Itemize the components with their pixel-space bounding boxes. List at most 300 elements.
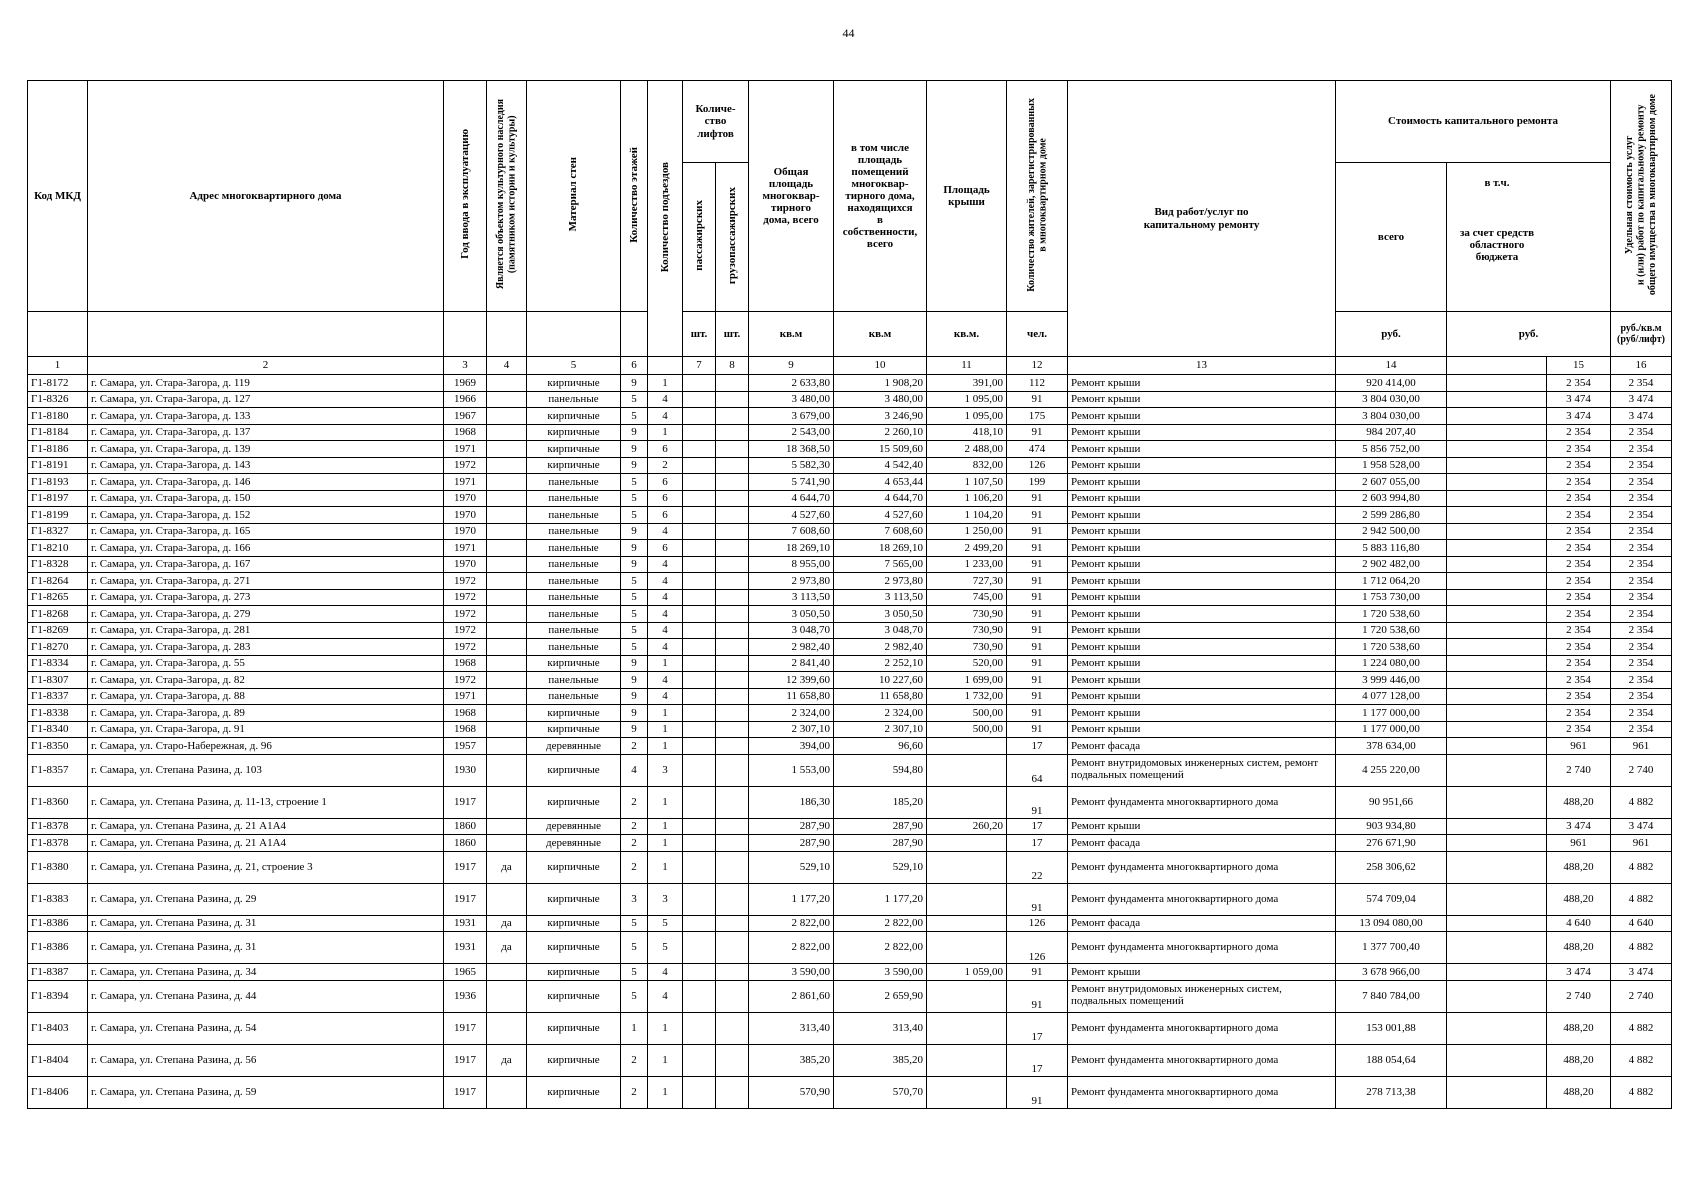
table-row bbox=[28, 915, 1672, 932]
cell-total-area: 2 822,00 bbox=[749, 932, 834, 964]
table-row bbox=[28, 474, 1672, 491]
cell-heritage: да bbox=[487, 915, 527, 932]
cell-code: Г1-8350 bbox=[28, 738, 88, 755]
cell-code: Г1-8199 bbox=[28, 507, 88, 524]
cell-year: 1968 bbox=[444, 705, 487, 722]
cell-limit: 2 354 bbox=[1611, 721, 1672, 738]
cell-address: г. Самара, ул. Стара-Загора, д. 127 bbox=[88, 391, 444, 408]
cell-total-area: 394,00 bbox=[749, 738, 834, 755]
cell-floors: 5 bbox=[621, 622, 648, 639]
cell-heritage bbox=[487, 738, 527, 755]
cell-year: 1968 bbox=[444, 721, 487, 738]
cell-lifts-p bbox=[683, 457, 716, 474]
column-number: 3 bbox=[444, 357, 487, 375]
capital-repair-table bbox=[27, 80, 1672, 1109]
cell-owned-area: 1 908,20 bbox=[834, 375, 927, 392]
cell-residents: 126 bbox=[1007, 457, 1068, 474]
cell-floors: 5 bbox=[621, 474, 648, 491]
cell-material: кирпичные bbox=[527, 457, 621, 474]
cell-address: г. Самара, ул. Степана Разина, д. 31 bbox=[88, 915, 444, 932]
cell-lifts-c bbox=[716, 1012, 749, 1044]
cell-lifts-c bbox=[716, 408, 749, 425]
cell-regional bbox=[1447, 754, 1547, 786]
cell-limit: 961 bbox=[1611, 835, 1672, 852]
cell-limit: 4 882 bbox=[1611, 1076, 1672, 1108]
cell-lifts-p bbox=[683, 523, 716, 540]
cell-work: Ремонт крыши bbox=[1068, 721, 1336, 738]
cell-total-area: 3 050,50 bbox=[749, 606, 834, 623]
cell-limit: 2 740 bbox=[1611, 754, 1672, 786]
unit-sqm-3: кв.м. bbox=[927, 312, 1007, 357]
cell-material: панельные bbox=[527, 556, 621, 573]
cell-lifts-p bbox=[683, 589, 716, 606]
cell-regional bbox=[1447, 851, 1547, 883]
cell-regional bbox=[1447, 883, 1547, 915]
cell-regional bbox=[1447, 964, 1547, 981]
cell-address: г. Самара, ул. Стара-Загора, д. 273 bbox=[88, 589, 444, 606]
cell-regional bbox=[1447, 490, 1547, 507]
cell-total-area: 3 113,50 bbox=[749, 589, 834, 606]
cell-unit: 2 354 bbox=[1547, 589, 1611, 606]
cell-work: Ремонт крыши bbox=[1068, 474, 1336, 491]
cell-lifts-c bbox=[716, 441, 749, 458]
cell-floors: 9 bbox=[621, 375, 648, 392]
cell-entrances: 4 bbox=[648, 964, 683, 981]
cell-lifts-p bbox=[683, 474, 716, 491]
cell-material: панельные bbox=[527, 474, 621, 491]
cell-lifts-p bbox=[683, 1076, 716, 1108]
cell-cost: 1 224 080,00 bbox=[1336, 655, 1447, 672]
cell-regional bbox=[1447, 556, 1547, 573]
table-row bbox=[28, 1012, 1672, 1044]
cell-address: г. Самара, ул. Стара-Загора, д. 133 bbox=[88, 408, 444, 425]
cell-material: панельные bbox=[527, 507, 621, 524]
cell-lifts-c bbox=[716, 672, 749, 689]
cell-cost: 2 942 500,00 bbox=[1336, 523, 1447, 540]
cell-cost: 1 958 528,00 bbox=[1336, 457, 1447, 474]
cell-roof-area bbox=[927, 1044, 1007, 1076]
cell-residents: 91 bbox=[1007, 424, 1068, 441]
cell-owned-area: 4 644,70 bbox=[834, 490, 927, 507]
cell-heritage bbox=[487, 688, 527, 705]
cell-code: Г1-8264 bbox=[28, 573, 88, 590]
cell-owned-area: 3 113,50 bbox=[834, 589, 927, 606]
cell-year: 1971 bbox=[444, 441, 487, 458]
column-number: 8 bbox=[716, 357, 749, 375]
cell-regional bbox=[1447, 639, 1547, 656]
cell-year: 1971 bbox=[444, 540, 487, 557]
cell-owned-area: 2 252,10 bbox=[834, 655, 927, 672]
cell-entrances: 4 bbox=[648, 606, 683, 623]
cell-roof-area bbox=[927, 835, 1007, 852]
cell-unit: 3 474 bbox=[1547, 818, 1611, 835]
cell-lifts-c bbox=[716, 523, 749, 540]
unit-people: чел. bbox=[1007, 312, 1068, 357]
cell-regional bbox=[1447, 980, 1547, 1012]
cell-cost: 984 207,40 bbox=[1336, 424, 1447, 441]
column-number: 2 bbox=[88, 357, 444, 375]
cell-material: кирпичные bbox=[527, 721, 621, 738]
cell-owned-area: 2 260,10 bbox=[834, 424, 927, 441]
cell-unit: 2 354 bbox=[1547, 573, 1611, 590]
cell-total-area: 529,10 bbox=[749, 851, 834, 883]
cell-owned-area: 2 822,00 bbox=[834, 915, 927, 932]
cell-code: Г1-8270 bbox=[28, 639, 88, 656]
cell-regional bbox=[1447, 507, 1547, 524]
cell-unit: 2 354 bbox=[1547, 540, 1611, 557]
cell-heritage bbox=[487, 818, 527, 835]
cell-roof-area: 1 732,00 bbox=[927, 688, 1007, 705]
cell-roof-area: 500,00 bbox=[927, 721, 1007, 738]
cell-cost: 3 804 030,00 bbox=[1336, 408, 1447, 425]
cell-floors: 5 bbox=[621, 964, 648, 981]
cell-floors: 9 bbox=[621, 441, 648, 458]
cell-cost: 90 951,66 bbox=[1336, 786, 1447, 818]
page-number: 44 bbox=[842, 26, 855, 40]
cell-year: 1931 bbox=[444, 932, 487, 964]
cell-lifts-p bbox=[683, 721, 716, 738]
cell-lifts-c bbox=[716, 705, 749, 722]
cell-total-area: 287,90 bbox=[749, 818, 834, 835]
cell-lifts-c bbox=[716, 490, 749, 507]
cell-heritage bbox=[487, 606, 527, 623]
cell-limit: 4 882 bbox=[1611, 932, 1672, 964]
table-row bbox=[28, 835, 1672, 852]
cell-material: кирпичные bbox=[527, 705, 621, 722]
cell-address: г. Самара, ул. Степана Разина, д. 29 bbox=[88, 883, 444, 915]
cell-roof-area: 2 488,00 bbox=[927, 441, 1007, 458]
cell-heritage bbox=[487, 980, 527, 1012]
cell-residents: 91 bbox=[1007, 786, 1068, 818]
cell-heritage bbox=[487, 424, 527, 441]
cell-lifts-c bbox=[716, 932, 749, 964]
cell-entrances: 2 bbox=[648, 457, 683, 474]
cell-total-area: 385,20 bbox=[749, 1044, 834, 1076]
cell-work: Ремонт крыши bbox=[1068, 523, 1336, 540]
table-row bbox=[28, 507, 1672, 524]
cell-lifts-p bbox=[683, 835, 716, 852]
cell-lifts-c bbox=[716, 1076, 749, 1108]
cell-heritage bbox=[487, 622, 527, 639]
cell-total-area: 3 590,00 bbox=[749, 964, 834, 981]
cell-roof-area: 727,30 bbox=[927, 573, 1007, 590]
table-row bbox=[28, 606, 1672, 623]
cell-material: кирпичные bbox=[527, 1012, 621, 1044]
cell-code: Г1-8394 bbox=[28, 980, 88, 1012]
cell-regional bbox=[1447, 705, 1547, 722]
column-number: 16 bbox=[1611, 357, 1672, 375]
cell-limit: 2 354 bbox=[1611, 589, 1672, 606]
cell-material: панельные bbox=[527, 490, 621, 507]
cell-owned-area: 3 590,00 bbox=[834, 964, 927, 981]
cell-lifts-p bbox=[683, 980, 716, 1012]
cell-total-area: 5 741,90 bbox=[749, 474, 834, 491]
cell-total-area: 313,40 bbox=[749, 1012, 834, 1044]
cell-roof-area bbox=[927, 786, 1007, 818]
cell-floors: 2 bbox=[621, 786, 648, 818]
table-row bbox=[28, 408, 1672, 425]
cell-material: кирпичные bbox=[527, 964, 621, 981]
cell-material: кирпичные bbox=[527, 754, 621, 786]
cell-cost: 153 001,88 bbox=[1336, 1012, 1447, 1044]
cell-heritage: да bbox=[487, 932, 527, 964]
cell-year: 1972 bbox=[444, 622, 487, 639]
cell-work: Ремонт крыши bbox=[1068, 457, 1336, 474]
cell-roof-area: 2 499,20 bbox=[927, 540, 1007, 557]
cell-total-area: 4 527,60 bbox=[749, 507, 834, 524]
cell-unit: 488,20 bbox=[1547, 851, 1611, 883]
cell-cost: 903 934,80 bbox=[1336, 818, 1447, 835]
cell-floors: 9 bbox=[621, 705, 648, 722]
cell-unit: 2 354 bbox=[1547, 639, 1611, 656]
cell-material: панельные bbox=[527, 672, 621, 689]
cell-roof-area bbox=[927, 1012, 1007, 1044]
cell-regional bbox=[1447, 1076, 1547, 1108]
cell-heritage bbox=[487, 1012, 527, 1044]
cell-year: 1966 bbox=[444, 391, 487, 408]
cell-material: кирпичные bbox=[527, 441, 621, 458]
cell-owned-area: 313,40 bbox=[834, 1012, 927, 1044]
cell-unit: 488,20 bbox=[1547, 1076, 1611, 1108]
cell-lifts-p bbox=[683, 688, 716, 705]
cell-entrances: 1 bbox=[648, 786, 683, 818]
cell-code: Г1-8191 bbox=[28, 457, 88, 474]
cell-address: г. Самара, ул. Стара-Загора, д. 167 bbox=[88, 556, 444, 573]
cell-cost: 1 720 538,60 bbox=[1336, 639, 1447, 656]
cell-unit: 488,20 bbox=[1547, 932, 1611, 964]
cell-regional bbox=[1447, 721, 1547, 738]
unit-sqm-2: кв.м bbox=[834, 312, 927, 357]
cell-floors: 9 bbox=[621, 672, 648, 689]
unit-pcs-1: шт. bbox=[683, 312, 716, 357]
cell-address: г. Самара, ул. Стара-Загора, д. 283 bbox=[88, 639, 444, 656]
column-number: 10 bbox=[834, 357, 927, 375]
cell-lifts-c bbox=[716, 851, 749, 883]
unit-rub-sqm-1: руб./кв.м (руб/лифт) bbox=[1611, 312, 1672, 357]
header-heritage: Является объектом культурного наследия (памятником истории и культуры) bbox=[495, 99, 518, 290]
cell-lifts-c bbox=[716, 540, 749, 557]
cell-regional bbox=[1447, 573, 1547, 590]
cell-heritage bbox=[487, 556, 527, 573]
cell-floors: 5 bbox=[621, 915, 648, 932]
cell-unit: 2 354 bbox=[1547, 721, 1611, 738]
cell-material: панельные bbox=[527, 622, 621, 639]
cell-lifts-c bbox=[716, 980, 749, 1012]
cell-roof-area bbox=[927, 932, 1007, 964]
cell-heritage bbox=[487, 375, 527, 392]
cell-heritage: да bbox=[487, 1044, 527, 1076]
cell-material: панельные bbox=[527, 523, 621, 540]
cell-cost: 1 177 000,00 bbox=[1336, 705, 1447, 722]
cell-code: Г1-8197 bbox=[28, 490, 88, 507]
cell-cost: 7 840 784,00 bbox=[1336, 980, 1447, 1012]
cell-lifts-p bbox=[683, 932, 716, 964]
cell-lifts-c bbox=[716, 754, 749, 786]
cell-roof-area: 500,00 bbox=[927, 705, 1007, 722]
cell-total-area: 2 973,80 bbox=[749, 573, 834, 590]
cell-code: Г1-8406 bbox=[28, 1076, 88, 1108]
cell-floors: 5 bbox=[621, 408, 648, 425]
cell-cost: 188 054,64 bbox=[1336, 1044, 1447, 1076]
cell-lifts-c bbox=[716, 835, 749, 852]
cell-owned-area: 3 480,00 bbox=[834, 391, 927, 408]
cell-roof-area bbox=[927, 915, 1007, 932]
cell-regional bbox=[1447, 589, 1547, 606]
cell-limit: 4 882 bbox=[1611, 786, 1672, 818]
cell-year: 1972 bbox=[444, 573, 487, 590]
cell-limit: 2 354 bbox=[1611, 375, 1672, 392]
cell-regional bbox=[1447, 523, 1547, 540]
cell-owned-area: 570,70 bbox=[834, 1076, 927, 1108]
cell-owned-area: 7 565,00 bbox=[834, 556, 927, 573]
cell-work: Ремонт крыши bbox=[1068, 507, 1336, 524]
cell-lifts-c bbox=[716, 915, 749, 932]
cell-owned-area: 287,90 bbox=[834, 818, 927, 835]
cell-entrances: 1 bbox=[648, 818, 683, 835]
cell-cost: 4 255 220,00 bbox=[1336, 754, 1447, 786]
cell-lifts-p bbox=[683, 915, 716, 932]
table-row bbox=[28, 883, 1672, 915]
cell-residents: 91 bbox=[1007, 705, 1068, 722]
cell-address: г. Самара, ул. Стара-Загора, д. 279 bbox=[88, 606, 444, 623]
cell-cost: 2 603 994,80 bbox=[1336, 490, 1447, 507]
cell-roof-area: 730,90 bbox=[927, 639, 1007, 656]
cell-regional bbox=[1447, 457, 1547, 474]
cell-residents: 64 bbox=[1007, 754, 1068, 786]
cell-roof-area: 832,00 bbox=[927, 457, 1007, 474]
cell-address: г. Самара, ул. Степана Разина, д. 11-13, строение 1 bbox=[88, 786, 444, 818]
table-row bbox=[28, 932, 1672, 964]
cell-material: деревянные bbox=[527, 835, 621, 852]
cell-code: Г1-8386 bbox=[28, 932, 88, 964]
table-row bbox=[28, 1044, 1672, 1076]
header-cost-regional: за счет средств областного бюджета bbox=[1459, 227, 1535, 264]
cell-lifts-c bbox=[716, 818, 749, 835]
cell-lifts-p bbox=[683, 375, 716, 392]
cell-residents: 126 bbox=[1007, 915, 1068, 932]
cell-year: 1972 bbox=[444, 457, 487, 474]
cell-floors: 5 bbox=[621, 980, 648, 1012]
table-row bbox=[28, 424, 1672, 441]
cell-unit: 2 354 bbox=[1547, 523, 1611, 540]
cell-owned-area: 3 048,70 bbox=[834, 622, 927, 639]
cell-lifts-p bbox=[683, 786, 716, 818]
cell-lifts-c bbox=[716, 721, 749, 738]
cell-entrances: 4 bbox=[648, 622, 683, 639]
cell-floors: 4 bbox=[621, 754, 648, 786]
cell-residents: 91 bbox=[1007, 980, 1068, 1012]
cell-residents: 17 bbox=[1007, 1012, 1068, 1044]
cell-residents: 91 bbox=[1007, 490, 1068, 507]
cell-year: 1917 bbox=[444, 1012, 487, 1044]
cell-lifts-c bbox=[716, 573, 749, 590]
cell-cost: 378 634,00 bbox=[1336, 738, 1447, 755]
cell-work: Ремонт крыши bbox=[1068, 540, 1336, 557]
cell-code: Г1-8268 bbox=[28, 606, 88, 623]
cell-entrances: 1 bbox=[648, 1076, 683, 1108]
cell-work: Ремонт крыши bbox=[1068, 408, 1336, 425]
cell-cost: 5 883 116,80 bbox=[1336, 540, 1447, 557]
cell-residents: 91 bbox=[1007, 639, 1068, 656]
cell-entrances: 4 bbox=[648, 523, 683, 540]
cell-roof-area bbox=[927, 851, 1007, 883]
cell-regional bbox=[1447, 474, 1547, 491]
cell-lifts-p bbox=[683, 1012, 716, 1044]
cell-regional bbox=[1447, 835, 1547, 852]
cell-entrances: 4 bbox=[648, 639, 683, 656]
cell-owned-area: 4 527,60 bbox=[834, 507, 927, 524]
cell-limit: 2 354 bbox=[1611, 556, 1672, 573]
cell-floors: 9 bbox=[621, 523, 648, 540]
cell-roof-area: 1 233,00 bbox=[927, 556, 1007, 573]
cell-floors: 5 bbox=[621, 639, 648, 656]
cell-work: Ремонт внутридомовых инженерных систем, подвальных помещений bbox=[1068, 980, 1336, 1012]
cell-unit: 2 354 bbox=[1547, 622, 1611, 639]
cell-total-area: 1 177,20 bbox=[749, 883, 834, 915]
column-number: 1 bbox=[28, 357, 88, 375]
cell-work: Ремонт крыши bbox=[1068, 705, 1336, 722]
cell-entrances: 1 bbox=[648, 721, 683, 738]
cell-entrances: 3 bbox=[648, 883, 683, 915]
cell-limit: 4 882 bbox=[1611, 851, 1672, 883]
cell-total-area: 2 861,60 bbox=[749, 980, 834, 1012]
cell-address: г. Самара, ул. Степана Разина, д. 31 bbox=[88, 932, 444, 964]
cell-roof-area: 1 095,00 bbox=[927, 408, 1007, 425]
column-number bbox=[1447, 357, 1547, 375]
cell-cost: 2 607 055,00 bbox=[1336, 474, 1447, 491]
header-address: Адрес многоквартирного дома bbox=[88, 81, 444, 312]
cell-address: г. Самара, ул. Степана Разина, д. 56 bbox=[88, 1044, 444, 1076]
cell-address: г. Самара, ул. Стара-Загора, д. 152 bbox=[88, 507, 444, 524]
cell-residents: 91 bbox=[1007, 391, 1068, 408]
cell-address: г. Самара, ул. Степана Разина, д. 44 bbox=[88, 980, 444, 1012]
cell-regional bbox=[1447, 818, 1547, 835]
cell-residents: 91 bbox=[1007, 556, 1068, 573]
cell-floors: 9 bbox=[621, 457, 648, 474]
cell-material: кирпичные bbox=[527, 375, 621, 392]
header-unit-cost: Удельная стоимость услуг и (или) работ по капитальному ремонту общего имущества в многоквартирном доме bbox=[1623, 93, 1658, 295]
cell-limit: 961 bbox=[1611, 738, 1672, 755]
cell-cost: 13 094 080,00 bbox=[1336, 915, 1447, 932]
cell-address: г. Самара, ул. Стара-Загора, д. 143 bbox=[88, 457, 444, 474]
cell-roof-area bbox=[927, 980, 1007, 1012]
cell-code: Г1-8269 bbox=[28, 622, 88, 639]
cell-entrances: 1 bbox=[648, 851, 683, 883]
cell-limit: 2 354 bbox=[1611, 523, 1672, 540]
cell-work: Ремонт фундамента многоквартирного дома bbox=[1068, 932, 1336, 964]
cell-lifts-p bbox=[683, 391, 716, 408]
cell-address: г. Самара, ул. Степана Разина, д. 34 bbox=[88, 964, 444, 981]
cell-unit: 3 474 bbox=[1547, 408, 1611, 425]
cell-limit: 2 354 bbox=[1611, 705, 1672, 722]
cell-roof-area: 1 250,00 bbox=[927, 523, 1007, 540]
cell-entrances: 6 bbox=[648, 474, 683, 491]
cell-work: Ремонт фасада bbox=[1068, 738, 1336, 755]
cell-cost: 3 804 030,00 bbox=[1336, 391, 1447, 408]
cell-year: 1930 bbox=[444, 754, 487, 786]
table-row bbox=[28, 540, 1672, 557]
cell-regional bbox=[1447, 606, 1547, 623]
cell-address: г. Самара, ул. Стара-Загора, д. 137 bbox=[88, 424, 444, 441]
cell-heritage bbox=[487, 457, 527, 474]
cell-entrances: 1 bbox=[648, 705, 683, 722]
cell-owned-area: 15 509,60 bbox=[834, 441, 927, 458]
cell-lifts-c bbox=[716, 375, 749, 392]
cell-heritage bbox=[487, 408, 527, 425]
cell-limit: 2 354 bbox=[1611, 424, 1672, 441]
cell-work: Ремонт крыши bbox=[1068, 818, 1336, 835]
column-number: 15 bbox=[1547, 357, 1611, 375]
